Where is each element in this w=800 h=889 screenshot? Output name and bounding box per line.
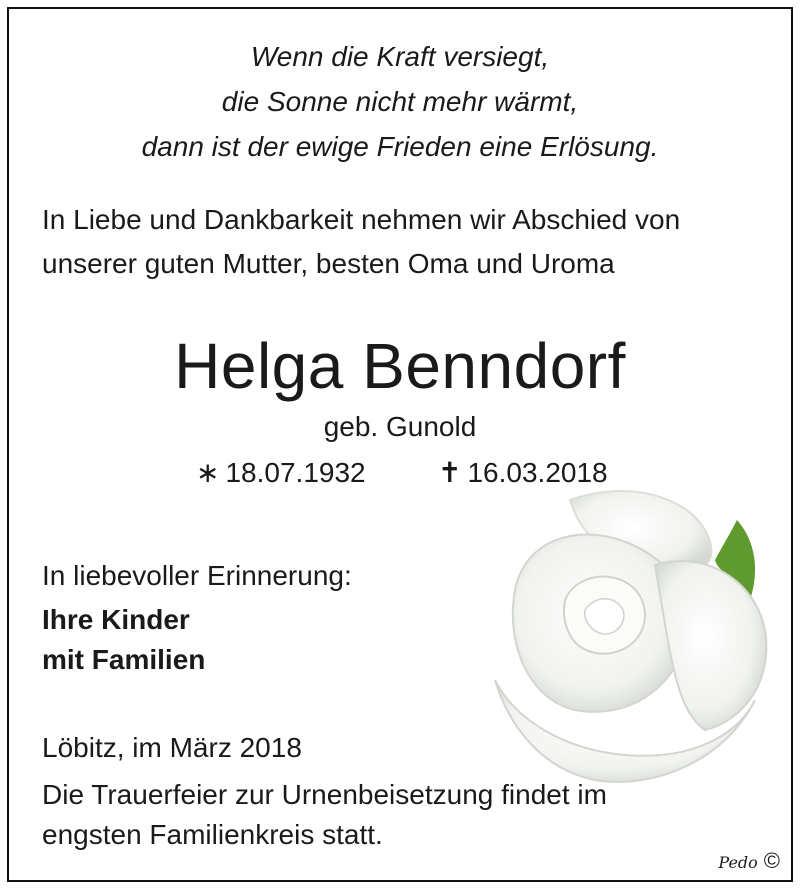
verse [0,34,800,169]
ceremony-note [42,775,607,855]
ceremony-line: engsten Familienkreis statt. [42,819,383,850]
mourner-line: mit Familien [42,644,206,675]
intro-text [42,198,680,286]
mourner-line: Ihre Kinder [42,604,190,635]
death-date-value: 16.03.2018 [467,457,608,488]
copyright-icon: © [763,848,780,873]
remembrance-heading: In liebevoller Erinnerung: [42,560,352,591]
mourners [42,600,205,680]
intro-line: In Liebe und Dankbarkeit nehmen wir Abschied von [42,204,681,235]
birth-star-icon: ∗ [196,457,220,488]
verse-line: Wenn die Kraft versiegt, [250,41,550,72]
white-rose-image [455,470,785,800]
verse-line: die Sonne nicht mehr wärmt, [221,86,579,117]
intro-line: unserer guten Mutter, besten Oma und Uroma [42,248,615,279]
footer [718,848,780,876]
verse-line: dann ist der ewige Frieden eine Erlösung. [141,131,659,162]
birth-name: geb. Gunold [323,411,477,442]
deceased-name: Helga Benndorf [174,330,626,402]
place-date: Löbitz, im März 2018 [42,732,302,763]
cross-icon: ✝ [438,457,462,488]
birth-date-value: 18.07.1932 [225,457,366,488]
signature: Pedo [718,853,758,872]
ceremony-line: Die Trauerfeier zur Urnenbeisetzung findet im [42,779,607,810]
birth-date [196,453,366,493]
